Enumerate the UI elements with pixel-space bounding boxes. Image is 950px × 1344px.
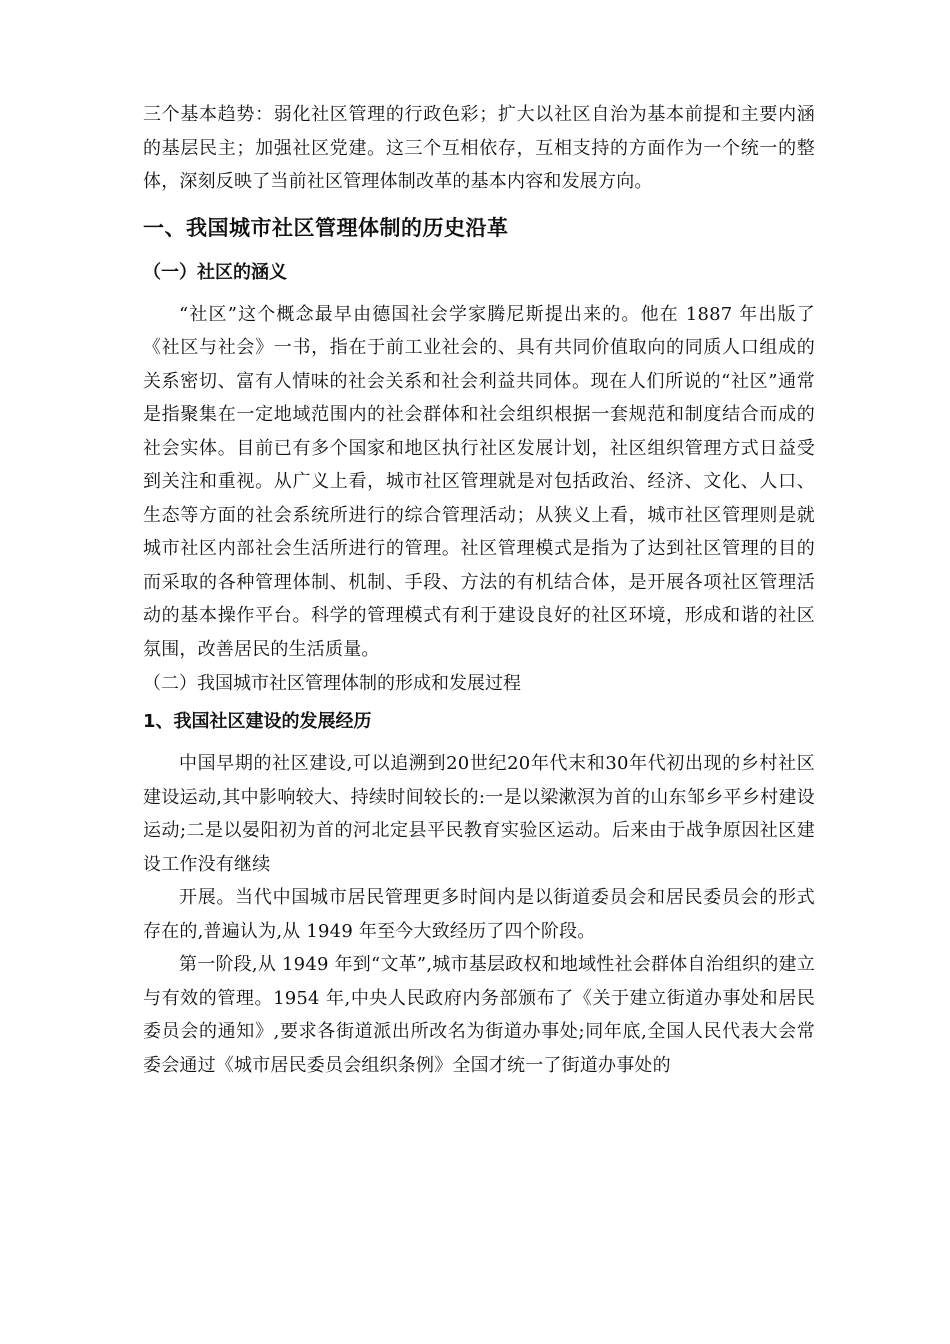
subsection-heading-definition: （一）社区的涵义 (143, 261, 287, 283)
contemporary-paragraph: 开展。当代中国城市居民管理更多时间内是以街道委员会和居民委员会的形式存在的,普遍认为,从 1949 年至今大致经历了四个阶段。 (143, 887, 815, 942)
stage-one-paragraph: 第一阶段,从 1949 年到“文革”,城市基层政权和地域性社会群体自治组织的建立与有效的管理。1954 年,中央人民政府内务部颁布了《关于建立街道办事处和居民委员会的通知》,要求各街道派出所改名为街道办事处;同年底,全国人民代表大会常委会通过《城市居民委员会组织条例》全国才统一了街道办事处的 (143, 954, 815, 1076)
subsection-heading-formation: （二）我国城市社区管理体制的形成和发展过程 (143, 673, 521, 694)
section-heading: 一、我国城市社区管理体制的历史沿革 (143, 215, 509, 240)
intro-paragraph: 三个基本趋势：弱化社区管理的行政色彩；扩大以社区自治为基本前提和主要内涵的基层民主；加强社区党建。这三个互相依存，互相支持的方面作为一个统一的整体，深刻反映了当前社区管理体制改革的基本内容和发展方向。 (143, 104, 815, 192)
early-history-paragraph: 中国早期的社区建设,可以追溯到20世纪20年代末和30年代初出现的乡村社区建设运动,其中影响较大、持续时间较长的:一是以梁漱溟为首的山东邹乡平乡村建设运动;二是以晏阳初为首的河北定县平民教育实验区运动。后来由于战争原因社区建设工作没有继续 (143, 753, 815, 875)
point-heading-development: 1、我国社区建设的发展经历 (143, 711, 372, 732)
document-page (143, 98, 815, 1082)
definition-paragraph: “社区”这个概念最早由德国社会学家腾尼斯提出来的。他在 1887 年出版了《社区与社会》一书，指在于前工业社会的、具有共同价值取向的同质人口组成的关系密切、富有人情味的社会关系和社会利益共同体。现在人们所说的“社区”通常是指聚集在一定地域范围内的社会群体和社会组织根据一套规范和制度结合而成的社会实体。目前已有多个国家和地区执行社区发展计划，社区组织管理方式日益受到关注和重视。从广义上看，城市社区管理就是对包括政治、经济、文化、人口、生态等方面的社会系统所进行的综合管理活动；从狭义上看，城市社区管理则是就城市社区内部社会生活所进行的管理。社区管理模式是指为了达到社区管理的目的而采取的各种管理体制、机制、手段、方法的有机结合体，是开展各项社区管理活动的基本操作平台。科学的管理模式有利于建设良好的社区环境，形成和谐的社区氛围，改善居民的生活质量。 (143, 303, 815, 660)
